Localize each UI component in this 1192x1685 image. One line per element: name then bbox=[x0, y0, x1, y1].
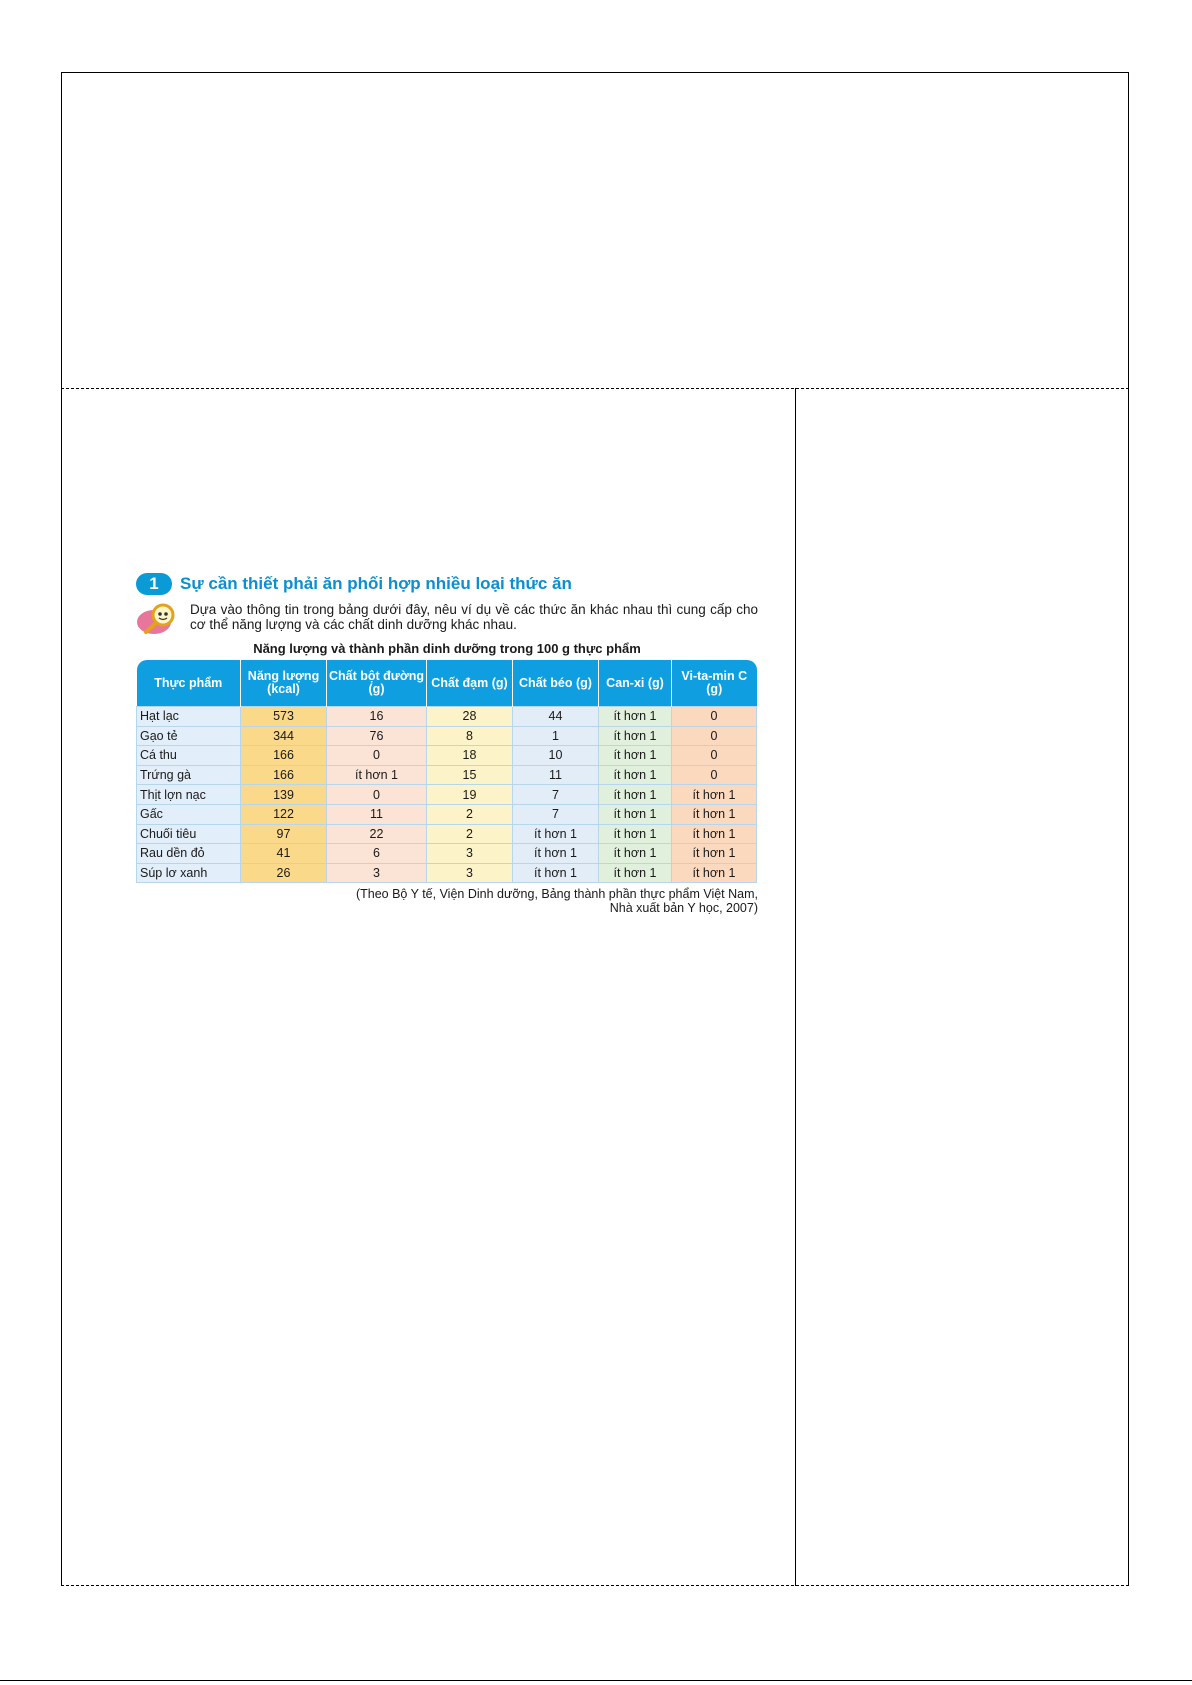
table-cell: 76 bbox=[327, 726, 427, 746]
table-cell: 3 bbox=[427, 844, 513, 864]
table-cell: Trứng gà bbox=[137, 765, 241, 785]
table-cell: 7 bbox=[513, 785, 599, 805]
table-cell: 1 bbox=[513, 726, 599, 746]
table-cell: 166 bbox=[241, 765, 327, 785]
column-header: Năng lượng (kcal) bbox=[241, 660, 327, 707]
table-cell: 19 bbox=[427, 785, 513, 805]
table-cell: Gạo tẻ bbox=[137, 726, 241, 746]
table-cell: 10 bbox=[513, 746, 599, 766]
table-row bbox=[137, 726, 757, 746]
table-cell: Rau dền đỏ bbox=[137, 844, 241, 864]
table-cell: 16 bbox=[327, 707, 427, 727]
column-header: Thực phẩm bbox=[137, 660, 241, 707]
table-cell: 18 bbox=[427, 746, 513, 766]
magnifier-mascot-icon bbox=[136, 602, 180, 636]
table-cell: ít hơn 1 bbox=[599, 804, 672, 824]
table-row bbox=[137, 746, 757, 766]
margin-column-divider bbox=[795, 388, 796, 1586]
table-cell: ít hơn 1 bbox=[599, 844, 672, 864]
table-cell: ít hơn 1 bbox=[599, 765, 672, 785]
table-cell: ít hơn 1 bbox=[513, 824, 599, 844]
table-cell: 139 bbox=[241, 785, 327, 805]
table-cell: 0 bbox=[672, 765, 757, 785]
table-row bbox=[137, 785, 757, 805]
table-cell: ít hơn 1 bbox=[599, 746, 672, 766]
table-cell: 344 bbox=[241, 726, 327, 746]
table-cell: 573 bbox=[241, 707, 327, 727]
table-cell: 3 bbox=[427, 863, 513, 883]
table-cell: 0 bbox=[672, 707, 757, 727]
table-cell: 28 bbox=[427, 707, 513, 727]
table-cell: 26 bbox=[241, 863, 327, 883]
table-cell: ít hơn 1 bbox=[599, 863, 672, 883]
table-cell: ít hơn 1 bbox=[599, 824, 672, 844]
table-cell: 0 bbox=[672, 746, 757, 766]
table-cell: 0 bbox=[327, 785, 427, 805]
table-cell: ít hơn 1 bbox=[672, 785, 757, 805]
column-header: Chất béo (g) bbox=[513, 660, 599, 707]
table-cell: ít hơn 1 bbox=[513, 844, 599, 864]
table-cell: 97 bbox=[241, 824, 327, 844]
table-row bbox=[137, 765, 757, 785]
table-cell: ít hơn 1 bbox=[672, 804, 757, 824]
table-header-row bbox=[137, 660, 757, 707]
column-header: Can-xi (g) bbox=[599, 660, 672, 707]
table-cell: Chuối tiêu bbox=[137, 824, 241, 844]
table-cell: 8 bbox=[427, 726, 513, 746]
dashed-divider-top bbox=[61, 388, 1129, 389]
lesson-content bbox=[136, 570, 758, 915]
page-bottom-rule bbox=[0, 1680, 1192, 1681]
table-cell: ít hơn 1 bbox=[672, 844, 757, 864]
section-number-badge: 1 bbox=[136, 573, 172, 595]
table-cell: ít hơn 1 bbox=[599, 726, 672, 746]
table-cell: Súp lơ xanh bbox=[137, 863, 241, 883]
source-citation bbox=[136, 887, 758, 915]
table-cell: 41 bbox=[241, 844, 327, 864]
table-cell: 0 bbox=[327, 746, 427, 766]
table-cell: 15 bbox=[427, 765, 513, 785]
table-cell: 2 bbox=[427, 824, 513, 844]
table-cell: 11 bbox=[327, 804, 427, 824]
table-cell: 0 bbox=[672, 726, 757, 746]
table-row bbox=[137, 844, 757, 864]
table-cell: 2 bbox=[427, 804, 513, 824]
column-header: Vi-ta-min C (g) bbox=[672, 660, 757, 707]
table-cell: Hạt lạc bbox=[137, 707, 241, 727]
column-header: Chất bột đường (g) bbox=[327, 660, 427, 707]
table-row bbox=[137, 804, 757, 824]
table-cell: ít hơn 1 bbox=[327, 765, 427, 785]
table-cell: ít hơn 1 bbox=[599, 707, 672, 727]
table-cell: ít hơn 1 bbox=[513, 863, 599, 883]
table-row bbox=[137, 707, 757, 727]
source-line-2: Nhà xuất bản Y học, 2007) bbox=[609, 901, 758, 916]
table-row bbox=[137, 824, 757, 844]
nutrition-table bbox=[136, 660, 757, 883]
table-cell: ít hơn 1 bbox=[672, 863, 757, 883]
table-cell: ít hơn 1 bbox=[599, 785, 672, 805]
table-cell: Gấc bbox=[137, 804, 241, 824]
table-cell: 3 bbox=[327, 863, 427, 883]
table-cell: 122 bbox=[241, 804, 327, 824]
table-cell: Cá thu bbox=[137, 746, 241, 766]
table-cell: Thịt lợn nạc bbox=[137, 785, 241, 805]
table-cell: 7 bbox=[513, 804, 599, 824]
table-cell: 11 bbox=[513, 765, 599, 785]
table-title: Năng lượng và thành phần dinh dưỡng trong 100 g thực phẩm bbox=[253, 641, 641, 656]
table-cell: ít hơn 1 bbox=[672, 824, 757, 844]
table-cell: 44 bbox=[513, 707, 599, 727]
source-line-1: (Theo Bộ Y tế, Viện Dinh dưỡng, Bảng thành phần thực phẩm Việt Nam, bbox=[355, 887, 758, 902]
table-cell: 6 bbox=[327, 844, 427, 864]
intro-block bbox=[136, 602, 758, 636]
table-cell: 166 bbox=[241, 746, 327, 766]
intro-text: Dựa vào thông tin trong bảng dưới đây, nêu ví dụ về các thức ăn khác nhau thì cung cấp cho cơ thể năng lượng và các chất dinh dưỡng khác nhau. bbox=[190, 602, 758, 632]
section-heading bbox=[136, 570, 758, 598]
column-header: Chất đạm (g) bbox=[427, 660, 513, 707]
dashed-divider-bottom bbox=[61, 1585, 1129, 1586]
table-row bbox=[137, 863, 757, 883]
table-cell: 22 bbox=[327, 824, 427, 844]
section-heading-text: Sự cần thiết phải ăn phối hợp nhiều loại thức ăn bbox=[180, 574, 572, 593]
